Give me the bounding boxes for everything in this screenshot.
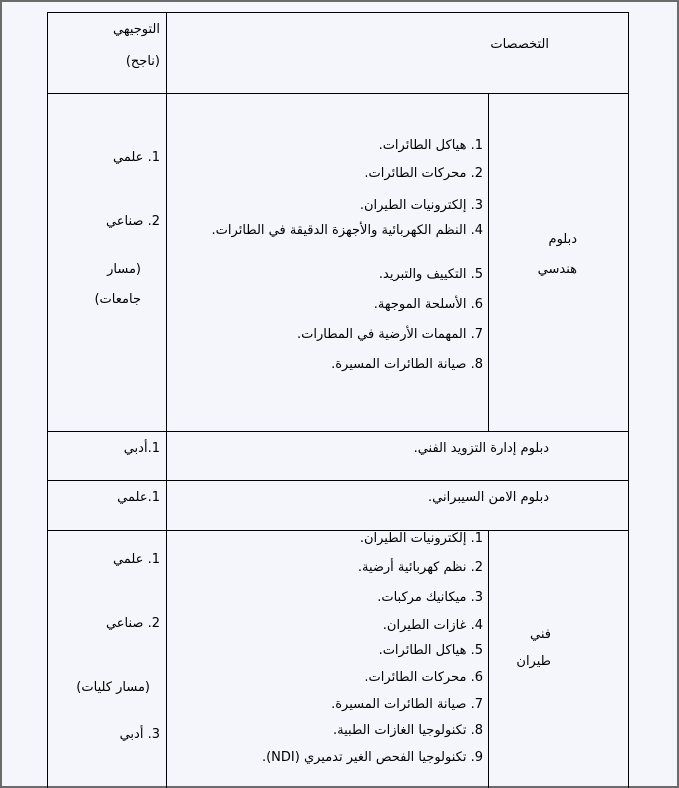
tawjihi-item: 1.أدبي: [123, 441, 160, 456]
list-item: 7. المهمات الأرضية في المطارات.: [297, 327, 483, 342]
row-divider: [47, 480, 629, 481]
tawjihi-item: (مسار: [107, 262, 141, 277]
list-item: 7. صيانة الطائرات المسيرة.: [331, 697, 483, 712]
tawjihi-item: 2. صناعي: [105, 214, 160, 229]
column-divider: [488, 530, 489, 788]
tawjihi-item: 1. علمي: [113, 150, 160, 165]
row-name: دبلوم: [548, 232, 577, 247]
row-name: دبلوم الامن السيبراني.: [427, 490, 549, 505]
tawjihi-item: 1.علمي: [117, 490, 160, 505]
list-item: 3. إلكترونيات الطيران.: [359, 198, 483, 213]
header-tawjihi: التوجيهي: [113, 22, 160, 37]
list-item: 9. تكنولوجيا الفحص الغير تدميري (NDI).: [261, 750, 483, 765]
list-item: 5. هياكل الطائرات.: [378, 643, 483, 658]
row-name: طيران: [516, 654, 551, 669]
list-item: 6. الأسلحة الموجهة.: [373, 297, 483, 312]
list-item: 5. التكييف والتبريد.: [378, 267, 483, 282]
table-border-left: [47, 12, 48, 788]
tawjihi-item: 2. صناعي: [105, 616, 160, 631]
row-divider: [47, 431, 629, 432]
row-name: هندسي: [537, 262, 577, 277]
header-specializations: التخصصات: [490, 37, 549, 52]
column-divider: [166, 12, 167, 788]
list-item: 1. إلكترونيات الطيران.: [359, 531, 483, 546]
column-divider: [488, 93, 489, 431]
row-name: فني: [530, 627, 551, 642]
tawjihi-item: 3. أدبي: [119, 727, 160, 742]
tawjihi-item: (مسار كليات): [76, 680, 150, 695]
header-tawjihi-passed: (ناجح): [125, 54, 160, 69]
list-item: 2. نظم كهربائية أرضية.: [357, 560, 483, 575]
list-item: 4. غازات الطيران.: [382, 618, 483, 633]
list-item: 2. محركات الطائرات.: [364, 166, 483, 181]
list-item: 8. تكنولوجيا الغازات الطبية.: [333, 723, 483, 738]
list-item: 1. هياكل الطائرات.: [378, 138, 483, 153]
tawjihi-item: 1. علمي: [113, 552, 160, 567]
row-name: دبلوم إدارة التزويد الفني.: [413, 441, 549, 456]
table-border-right: [628, 12, 629, 788]
list-item: 3. ميكانيك مركبات.: [377, 590, 483, 605]
row-divider: [47, 93, 629, 94]
list-item: 8. صيانة الطائرات المسيرة.: [331, 357, 483, 372]
row-divider: [47, 12, 629, 13]
tawjihi-item: جامعات): [94, 292, 141, 307]
row-divider: [47, 530, 629, 531]
list-item: 4. النظم الكهربائية والأجهزة الدقيقة في الطائرات.: [211, 223, 483, 238]
list-item: 6. محركات الطائرات.: [364, 670, 483, 685]
